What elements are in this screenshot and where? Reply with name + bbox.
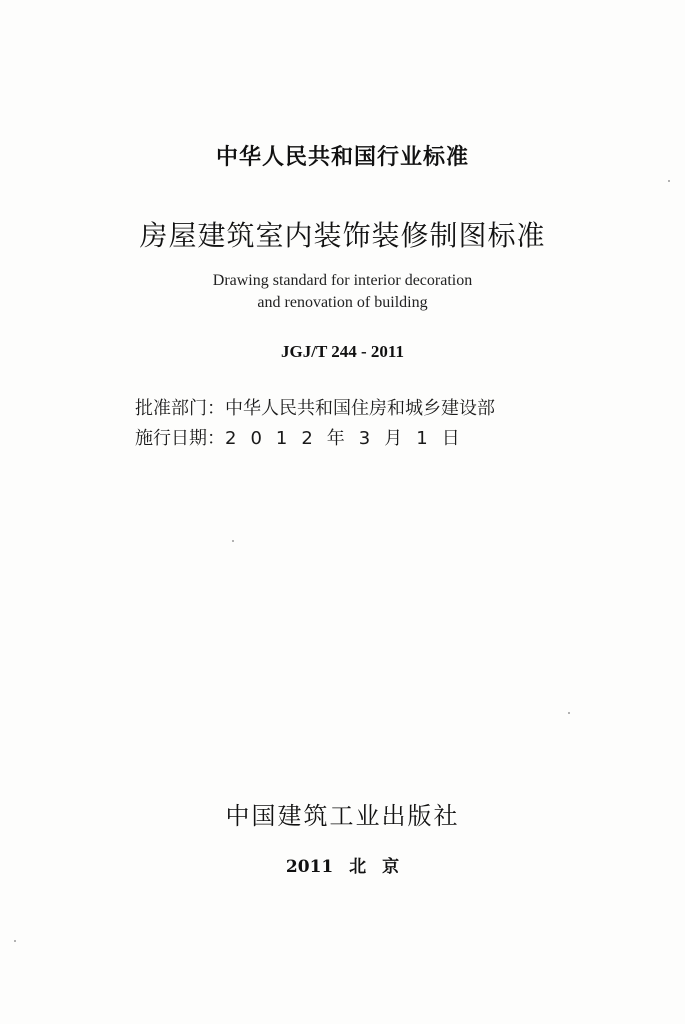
scan-speck bbox=[14, 940, 16, 942]
publication-year-place: 2011 北 京 bbox=[285, 857, 400, 877]
scan-speck bbox=[668, 180, 670, 182]
document-title-chinese: 房屋建筑室内装饰装修制图标准 bbox=[139, 219, 546, 252]
standard-code: JGJ/T 244 - 2011 bbox=[281, 342, 404, 361]
effective-date-value: 2012年3月1日 bbox=[225, 428, 474, 449]
approval-department-row bbox=[135, 394, 495, 420]
publisher-name: 中国建筑工业出版社 bbox=[225, 802, 460, 830]
scan-speck bbox=[232, 540, 234, 542]
scan-speck bbox=[568, 712, 570, 714]
document-title-english-line1: Drawing standard for interior decoration bbox=[212, 272, 473, 289]
effective-date-row bbox=[135, 424, 474, 450]
approval-department-value: 中华人民共和国住房和城乡建设部 bbox=[225, 398, 495, 419]
approval-department-label: 批准部门： bbox=[135, 398, 225, 419]
standard-category: 中华人民共和国行业标准 bbox=[215, 145, 469, 170]
document-title-english-line2: and renovation of building bbox=[257, 294, 428, 311]
effective-date-label: 施行日期： bbox=[135, 428, 225, 449]
